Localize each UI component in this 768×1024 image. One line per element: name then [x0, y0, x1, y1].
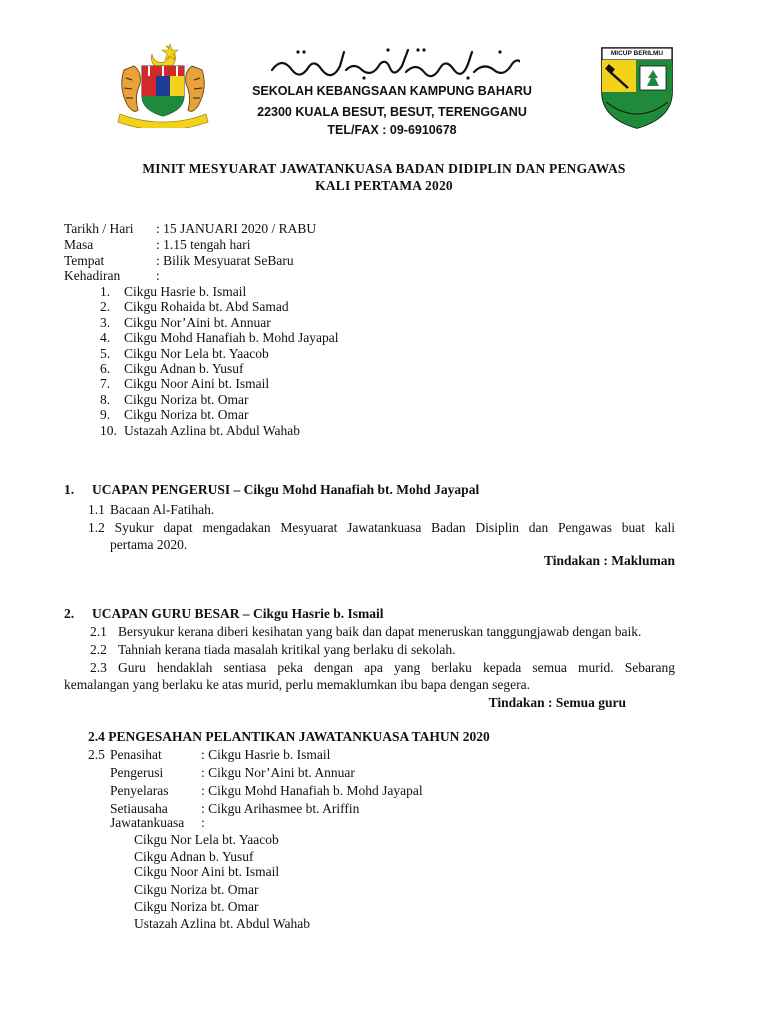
committee-member: Cikgu Nor Lela bt. Yaacob [134, 832, 279, 847]
list-number: 7. [100, 376, 111, 391]
jawi-school-name [268, 44, 520, 82]
meta-label: Kehadiran [64, 268, 121, 283]
list-number: 5. [100, 346, 111, 361]
committee-member: Cikgu Noriza bt. Omar [134, 899, 259, 914]
role-row [110, 783, 423, 799]
national-crest-logo [112, 40, 214, 128]
school-address: 22300 KUALA BESUT, BESUT, TERENGGANU [257, 105, 527, 119]
list-number: 9. [100, 407, 111, 422]
attendee-name: Cikgu Rohaida bt. Abd Samad [124, 299, 289, 314]
list-number: 4. [100, 330, 111, 345]
role-label: Pengerusi [110, 765, 164, 780]
meta-row-date [64, 221, 316, 237]
item-number: 2.3 [90, 660, 107, 675]
item-2-3 [90, 659, 675, 677]
committee-member: Cikgu Noor Aini bt. Ismail [134, 864, 280, 879]
list-number: 8. [100, 392, 111, 407]
item-text: Syukur dapat mengadakan Mesyuarat Jawatankuasa Badan Disiplin dan Pengawas buat kali [114, 520, 675, 535]
section-2-4-heading: 2.4 PENGESAHAN PELANTIKAN JAWATANKUASA TAHUN 2020 [88, 729, 490, 744]
list-item [100, 315, 271, 331]
section-2-number: 2. [64, 606, 75, 621]
document-title-line2: KALI PERTAMA 2020 [315, 178, 453, 193]
meta-value: : 1.15 tengah hari [156, 237, 251, 252]
list-item [100, 407, 248, 423]
role-value: : Cikgu Nor’Aini bt. Annuar [201, 765, 355, 780]
item-1-2 [88, 519, 675, 537]
item-1-2-cont: pertama 2020. [110, 537, 188, 552]
attendee-name: Cikgu Hasrie b. Ismail [124, 284, 247, 299]
list-item [100, 330, 338, 346]
meta-value: : 15 JANUARI 2020 / RABU [156, 221, 317, 236]
list-number: 6. [100, 361, 111, 376]
action-1: Tindakan : Makluman [543, 553, 675, 568]
attendee-name: Cikgu Noriza bt. Omar [124, 407, 249, 422]
role-value: : Cikgu Arihasmee bt. Ariffin [201, 801, 360, 816]
attendee-name: Cikgu Noor Aini bt. Ismail [124, 376, 270, 391]
item-number: 2.2 [90, 642, 107, 657]
meta-label: Tarikh / Hari [64, 221, 134, 236]
committee-member: Cikgu Noriza bt. Omar [134, 882, 259, 897]
item-1-1 [88, 502, 214, 518]
item-number: 2.1 [90, 624, 107, 639]
meta-row-place [64, 253, 294, 269]
role-label: Penyelaras [110, 783, 169, 798]
role-row [110, 765, 355, 781]
committee-member: Ustazah Azlina bt. Abdul Wahab [134, 916, 311, 931]
action-2: Tindakan : Semua guru [488, 695, 626, 710]
attendee-name: Cikgu Nor’Aini bt. Annuar [124, 315, 271, 330]
item-text: Bersyukur kerana diberi kesihatan yang baik dan dapat meneruskan tanggungjawab dengan baik. [118, 624, 642, 639]
role-label: Jawatankuasa [110, 815, 185, 830]
list-number: 3. [100, 315, 111, 330]
list-item [100, 346, 269, 362]
role-value: : Cikgu Hasrie b. Ismail [201, 747, 331, 762]
list-item [100, 284, 246, 300]
meta-value: : Bilik Mesyuarat SeBaru [156, 253, 294, 268]
role-label: Setiausaha [110, 801, 168, 816]
list-number: 1. [100, 284, 111, 299]
item-2-2 [90, 642, 456, 658]
attendee-name: Cikgu Adnan b. Yusuf [124, 361, 244, 376]
meta-row-time [64, 237, 250, 253]
role-row [110, 747, 330, 763]
item-text: Guru hendaklah sentiasa peka dengan apa yang berlaku kepada semua murid. Sebarang [118, 660, 675, 675]
document-title-line1: MINIT MESYUARAT JAWATANKUASA BADAN DIDIPLIN DAN PENGAWAS [142, 161, 626, 176]
crest-motto: MICUP BERILMU [610, 50, 664, 57]
item-2-1 [90, 624, 641, 640]
list-number: 10. [100, 423, 117, 438]
school-phone: TEL/FAX : 09-6910678 [327, 123, 457, 137]
school-name: SEKOLAH KEBANGSAAN KAMPUNG BAHARU [252, 84, 532, 98]
item-2-5-number: 2.5 [88, 747, 105, 762]
item-2-3-cont: kemalangan yang berlaku ke atas murid, perlu memaklumkan ibu bapa dengan segera. [64, 677, 530, 692]
item-number: 1.2 [88, 520, 105, 535]
item-text: Bacaan Al-Fatihah. [110, 502, 215, 517]
list-item [100, 299, 289, 315]
attendee-name: Cikgu Noriza bt. Omar [124, 392, 249, 407]
list-item [100, 376, 269, 392]
list-number: 2. [100, 299, 111, 314]
meta-value: : [156, 268, 160, 283]
attendee-name: Ustazah Azlina bt. Abdul Wahab [124, 423, 301, 438]
school-crest-logo [600, 46, 674, 130]
list-item [100, 361, 244, 377]
role-value: : Cikgu Mohd Hanafiah b. Mohd Jayapal [201, 783, 423, 798]
meta-label: Masa [64, 237, 94, 252]
role-row [110, 815, 205, 831]
list-item [100, 392, 248, 408]
section-2-heading: UCAPAN GURU BESAR – Cikgu Hasrie b. Ismail [92, 606, 384, 621]
meta-row-attendance [64, 268, 160, 284]
section-1-heading: UCAPAN PENGERUSI – Cikgu Mohd Hanafiah bt. Mohd Jayapal [92, 482, 480, 497]
role-value: : [201, 815, 205, 830]
section-1-number: 1. [64, 482, 75, 497]
attendee-name: Cikgu Nor Lela bt. Yaacob [124, 346, 269, 361]
list-item [100, 423, 300, 439]
attendee-name: Cikgu Mohd Hanafiah b. Mohd Jayapal [124, 330, 339, 345]
role-label: Penasihat [110, 747, 162, 762]
item-text: Tahniah kerana tiada masalah kritikal yang berlaku di sekolah. [118, 642, 456, 657]
meta-label: Tempat [64, 253, 105, 268]
item-number: 1.1 [88, 502, 105, 517]
committee-member: Cikgu Adnan b. Yusuf [134, 849, 254, 864]
